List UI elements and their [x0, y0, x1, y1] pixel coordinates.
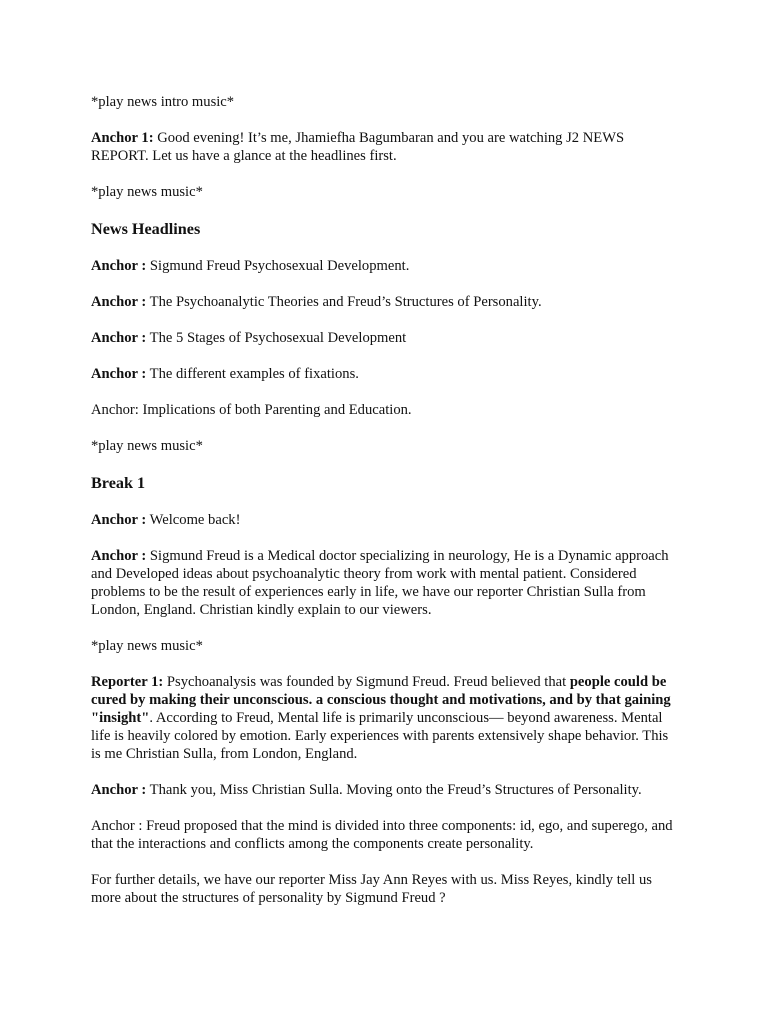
speaker-label: Anchor 1: — [91, 130, 154, 146]
speaker-label: Anchor : — [91, 782, 147, 798]
thanks-paragraph — [91, 781, 681, 799]
music-cue-1: *play news music* — [91, 184, 203, 200]
reporter1-text-part2: . According to Freud, Mental life is primarily unconscious— beyond awareness. Mental life is heavily colored by emotion. Early experiences with parents extensively shape behavior. This is me Christian Sulla, from London, England. — [91, 710, 669, 762]
speaker-label: Anchor : — [91, 294, 147, 310]
anchor1-paragraph — [91, 129, 681, 165]
headline-4 — [91, 365, 681, 383]
headline-2 — [91, 293, 681, 311]
headline-3 — [91, 329, 681, 347]
thanks-text: Thank you, Miss Christian Sulla. Moving onto the Freud’s Structures of Personality. — [146, 782, 642, 798]
music-cue-3: *play news music* — [91, 638, 203, 654]
headline-text: Sigmund Freud Psychosexual Development. — [146, 258, 410, 274]
speaker-label: Anchor : — [91, 258, 147, 274]
speaker-label: Anchor : — [91, 330, 147, 346]
headline-5: Anchor: Implications of both Parenting and Education. — [91, 402, 412, 418]
freud-mind-paragraph: Anchor : Freud proposed that the mind is divided into three components: id, ego, and superego, and that the interactions and conflicts among the components create personality. — [91, 818, 673, 852]
speaker-label: Reporter 1: — [91, 674, 164, 690]
welcome-paragraph — [91, 511, 681, 529]
headlines-heading: News Headlines — [91, 220, 201, 238]
headline-1 — [91, 257, 681, 275]
further-details-paragraph: For further details, we have our reporter Miss Jay Ann Reyes with us. Miss Reyes, kindly tell us more about the structures of personality by Sigmund Freud ? — [91, 872, 652, 906]
intro-music-cue: *play news intro music* — [91, 94, 235, 110]
reporter1-paragraph — [91, 673, 681, 763]
anchor1-text: Good evening! It’s me, Jhamiefha Bagumbaran and you are watching J2 NEWS REPORT. Let us have a glance at the headlines first. — [91, 130, 625, 164]
break-heading: Break 1 — [91, 474, 146, 492]
reporter1-bold-text: people could be cured by making their unconscious. a conscious thought and motivations, and by that gaining "insight" — [91, 674, 671, 726]
headline-text: The 5 Stages of Psychosexual Development — [146, 330, 407, 346]
welcome-text: Welcome back! — [146, 512, 241, 528]
freud-intro-text: Sigmund Freud is a Medical doctor specializing in neurology, He is a Dynamic approach and Developed ideas about psychoanalytic theory from work with mental patient. Considered problems to be the result of experiences early in life, we have our reporter Christian Sulla from London, England. Christian kindly explain to our viewers. — [91, 548, 669, 618]
speaker-label: Anchor : — [91, 512, 147, 528]
speaker-label: Anchor : — [91, 366, 147, 382]
headline-text: The Psychoanalytic Theories and Freud’s Structures of Personality. — [146, 294, 542, 310]
headline-text: The different examples of fixations. — [146, 366, 359, 382]
reporter1-text-part1: Psychoanalysis was founded by Sigmund Freud. Freud believed that — [163, 674, 570, 690]
document-page — [91, 93, 681, 925]
freud-intro-paragraph — [91, 547, 681, 619]
speaker-label: Anchor : — [91, 548, 147, 564]
music-cue-2: *play news music* — [91, 438, 203, 454]
